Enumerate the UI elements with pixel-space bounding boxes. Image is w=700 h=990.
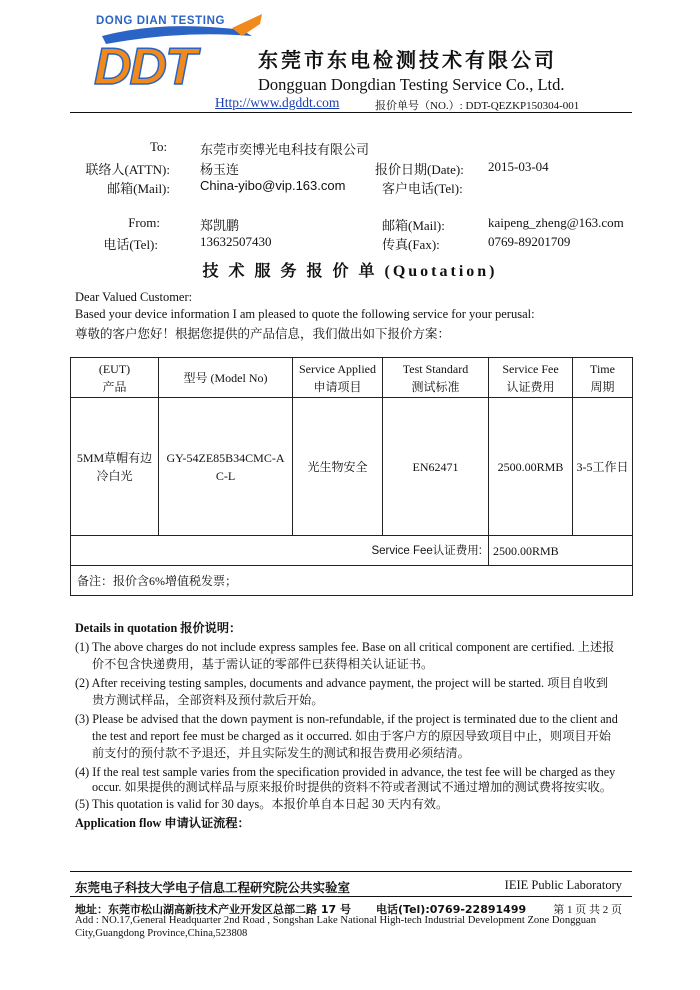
- intro-cn: 尊敬的客户您好！根据您提供的产品信息，我们做出如下报价方案：: [75, 327, 451, 341]
- detail-line: 贵方测试样品，全部资料及预付款后开始。: [92, 693, 324, 707]
- note-text: 备注：报价含6%增值税发票；: [71, 566, 633, 596]
- from-value: 郑凯鹏: [200, 218, 240, 233]
- date-value: 2015-03-04: [488, 159, 549, 174]
- cell-model: GY-54ZE85B34CMC-A C-L: [159, 398, 293, 536]
- intro-en: Based your device information I am pleased to quote the following service for your perusal:: [75, 307, 535, 321]
- page-number: 第 1 页 共 2 页: [553, 904, 622, 916]
- detail-line: occur. 如果提供的测试样品与原来报价时提供的资料不符或者测试不通过增加的测试费将按实收。: [92, 780, 612, 794]
- company-name-en: Dongguan Dongdian Testing Service Co., Ltd.: [258, 75, 565, 94]
- from-tel-label: 电话(Tel):: [103, 237, 158, 252]
- footer-rule-bottom: [70, 896, 632, 897]
- detail-line: (5) This quotation is valid for 30 days。本报价单自本日起 30 天内有效。: [75, 797, 449, 811]
- from-label: From:: [128, 215, 160, 230]
- fax-label: 传真(Fax):: [382, 237, 440, 252]
- logo-letters: DDT: [94, 38, 195, 94]
- client-mail-label: 邮箱(Mail):: [107, 181, 170, 196]
- th-service: Service Applied 申请项目: [293, 358, 383, 398]
- to-value: 东莞市奕博光电科技有限公司: [200, 142, 370, 157]
- detail-line: the test and report fee must be charged as it occurred. 如由于客户方的原因导致项目中止，则项目开始: [92, 729, 611, 743]
- cell-service: 光生物安全: [293, 398, 383, 536]
- client-mail-value: China-yibo@vip.163.com: [200, 178, 346, 193]
- company-logo: [92, 10, 264, 94]
- fee-total-label: Service Fee认证费用:: [71, 536, 489, 566]
- detail-line: 价不包含快递费用，基于需认证的零部件已获得相关认证证书。: [92, 657, 434, 671]
- company-name-cn: 东莞市东电检测技术有限公司: [258, 48, 557, 72]
- th-standard: Test Standard 测试标准: [383, 358, 489, 398]
- document-title: 技 术 服 务 报 价 单 (Quotation): [202, 263, 498, 280]
- detail-line: (3) Please be advised that the down payment is non-refundable, if the project is terminated due to the client and: [75, 712, 618, 726]
- footer-rule-top: [70, 871, 632, 872]
- fee-total-row: [71, 536, 633, 566]
- fee-total-value: 2500.00RMB: [489, 536, 633, 566]
- details-heading: Details in quotation 报价说明：: [75, 621, 242, 635]
- greeting: Dear Valued Customer:: [75, 290, 193, 304]
- date-label: 报价日期(Date):: [375, 162, 464, 177]
- application-flow-heading: Application flow 申请认证流程：: [75, 816, 250, 830]
- lab-name-en: IEIE Public Laboratory: [504, 878, 622, 892]
- address-cn: 地址：东莞市松山湖高新技术产业开发区总部二路 17 号: [75, 903, 351, 916]
- table-header-row: [71, 358, 633, 398]
- cell-fee: 2500.00RMB: [489, 398, 573, 536]
- th-eut: (EUT) 产品: [71, 358, 159, 398]
- website-link[interactable]: Http://www.dgddt.com: [215, 95, 340, 110]
- detail-line: (1) The above charges do not include express samples fee. Base on all critical component are certified. 上述报: [75, 640, 615, 654]
- address-en: Add : NO.17,General Headquarter 2nd Road , Songshan Lake National High-tech Industrial Development Zone Dongguan City,Guangdong Province,China,523808: [75, 915, 597, 939]
- th-time: Time 周期: [573, 358, 633, 398]
- cell-time: 3-5工作日: [573, 398, 633, 536]
- attn-value: 杨玉连: [200, 162, 240, 177]
- from-mail-label: 邮箱(Mail):: [382, 218, 445, 233]
- header-rule: [70, 112, 632, 113]
- to-label: To:: [150, 139, 168, 154]
- client-tel-label: 客户电话(Tel):: [382, 181, 463, 196]
- cell-standard: EN62471: [383, 398, 489, 536]
- lab-name-cn: 东莞电子科技大学电子信息工程研究院公共实验室: [75, 880, 351, 895]
- footer-tel: 电话(Tel):0769-22891499: [376, 903, 527, 916]
- quotation-table: [70, 357, 633, 596]
- from-mail-value: kaipeng_zheng@163.com: [488, 215, 624, 230]
- attn-label: 联络人(ATTN):: [85, 162, 170, 177]
- note-row: [71, 566, 633, 596]
- quote-number: 报价单号（NO.）: DDT-QEZKP150304-001: [375, 100, 580, 112]
- th-model: 型号 (Model No): [159, 358, 293, 398]
- fax-value: 0769-89201709: [488, 234, 571, 249]
- detail-line: (4) If the real test sample varies from the specification provided in advance, the test fee will be charged as they: [75, 765, 616, 779]
- detail-line: (2) After receiving testing samples, documents and advance payment, the project will be started. 项目自收到: [75, 676, 609, 690]
- from-tel-value: 13632507430: [200, 234, 272, 249]
- cell-product: 5MM草帽有边 冷白光: [71, 398, 159, 536]
- th-fee: Service Fee 认证费用: [489, 358, 573, 398]
- detail-line: 前支付的预付款不予退还，并且实际发生的测试和报告费用必须结清。: [92, 746, 470, 760]
- logo-caption: DONG DIAN TESTING: [96, 15, 226, 27]
- table-row: [71, 398, 633, 536]
